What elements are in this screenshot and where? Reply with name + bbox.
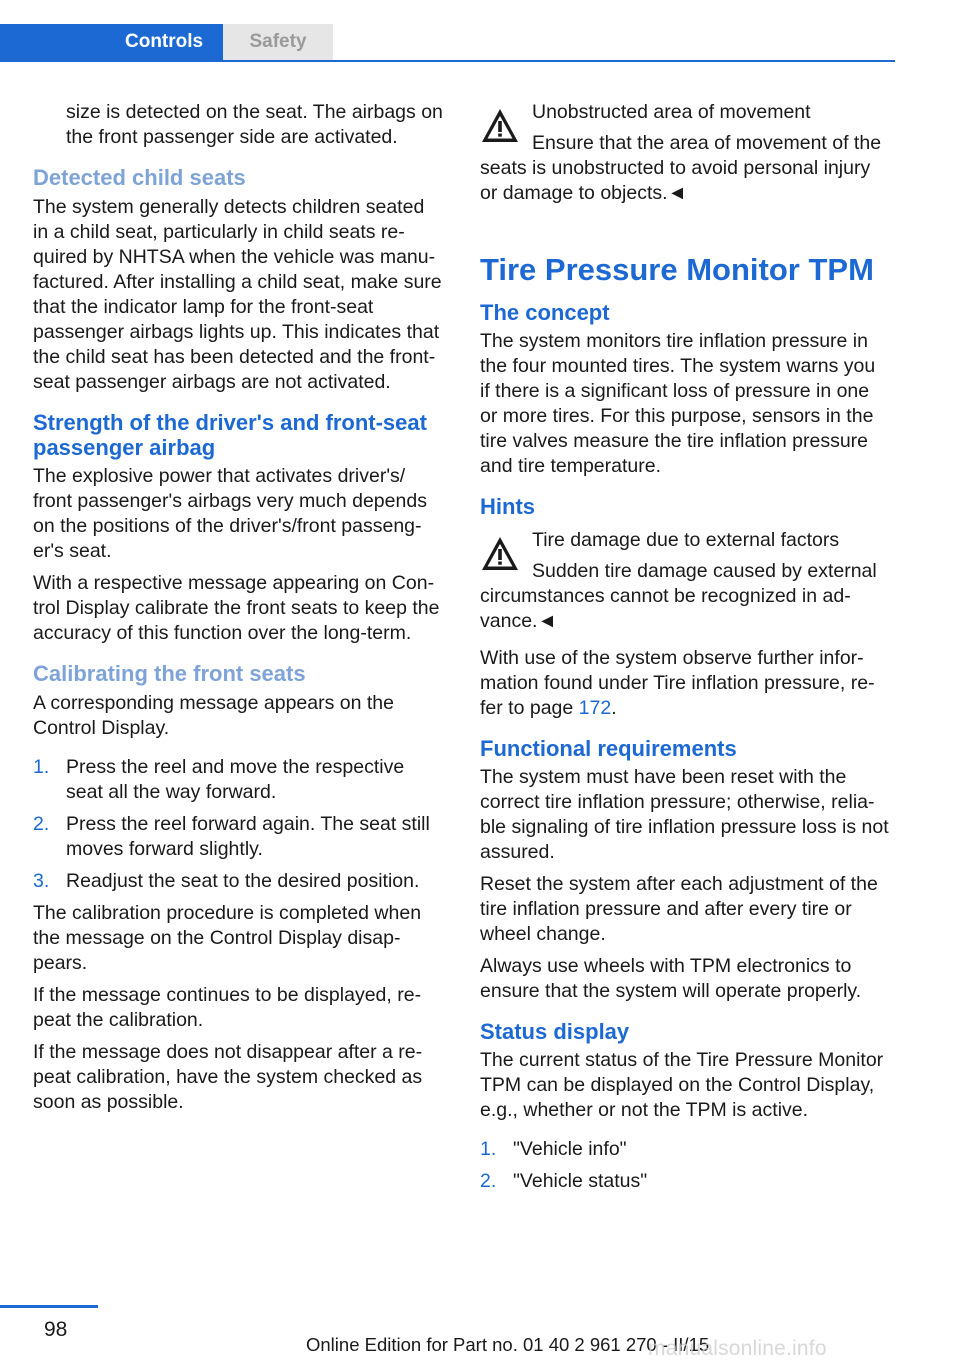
concept-paragraph: The system monitors tire inflation pressure in the four mounted tires. The system warns you if there is a significant loss of pressure in one or more tires. For this purpose, sensors in the tire valves measure the tire inflation pressure and tire temperature. <box>480 330 876 477</box>
right-column <box>480 100 890 1201</box>
intro-paragraph: size is detected on the seat. The airbags on the front passenger side are activated. <box>66 101 443 148</box>
warning-triangle-icon <box>480 534 520 574</box>
status-steps <box>480 1137 890 1194</box>
list-item <box>33 755 443 805</box>
tab-controls[interactable]: Controls <box>0 24 223 60</box>
calibrating-paragraph: A corresponding message appears on the Control Display. <box>33 692 394 739</box>
child-seats-paragraph: The system generally detects children seated in a child seat, particularly in child seats required by NHTSA when the vehicle was manufactured. After installing a child seat, make sure that the indicator lamp for the front-seat passenger airbags lights up. This indicates that the child seat has been detected and the front-seat passenger airbags are not activated. <box>33 196 442 393</box>
step-text: Press the reel forward again. The seat still moves forward slightly. <box>66 813 430 860</box>
step-number: 2. <box>480 1170 497 1192</box>
calibration-check-paragraph: If the message does not disappear after a repeat calibration, have the system checked as soon as possible. <box>33 1041 423 1113</box>
heading-status-display: Status display <box>480 1019 630 1044</box>
warning-title: Tire damage due to external factors <box>532 529 840 551</box>
page-number: 98 <box>44 1318 68 1341</box>
step-number: 2. <box>33 813 50 835</box>
step-number: 1. <box>33 756 50 778</box>
warning-body: Sudden tire damage caused by external circumstances cannot be recognized in advance.◄ <box>480 560 877 632</box>
list-item <box>480 1137 890 1162</box>
warning-body: Ensure that the area of movement of the seats is unobstructed to avoid personal injury or damage to objects.◄ <box>480 132 882 204</box>
heading-hints: Hints <box>480 494 535 519</box>
step-text: Readjust the seat to the desired position. <box>66 870 420 892</box>
calibration-steps <box>33 755 443 894</box>
warning-triangle-icon <box>480 106 520 146</box>
calibration-repeat-paragraph: If the message continues to be displayed, repeat the calibration. <box>33 984 422 1031</box>
list-item <box>33 869 443 894</box>
watermark: manualsonline.info <box>648 1337 827 1360</box>
warning-tire-damage <box>480 528 890 634</box>
edition-text: Online Edition for Part no. 01 40 2 961 270 - II/15 <box>306 1334 710 1355</box>
step-text: "Vehicle info" <box>513 1138 627 1160</box>
list-item <box>33 812 443 862</box>
step-text: Press the reel and move the respective seat all the way forward. <box>66 756 405 803</box>
functional-paragraph-1: The system must have been reset with the correct tire inflation pressure; otherwise, reliable signaling of tire inflation pressure loss is not assured. <box>480 766 889 863</box>
left-column <box>33 100 443 1122</box>
heading-airbag-strength: Strength of the driver's and front-seat passenger airbag <box>33 410 427 460</box>
step-text: "Vehicle status" <box>513 1170 648 1192</box>
step-number: 1. <box>480 1138 497 1160</box>
status-paragraph: The current status of the Tire Pressure Monitor TPM can be displayed on the Control Display, e.g., whether or not the TPM is active. <box>480 1049 884 1121</box>
step-number: 3. <box>33 870 50 892</box>
calibration-complete-paragraph: The calibration procedure is completed when the message on the Control Display disappears. <box>33 902 422 974</box>
functional-paragraph-2: Reset the system after each adjustment of the tire inflation pressure and after every tire or wheel change. <box>480 873 878 945</box>
heading-concept: The concept <box>480 300 610 325</box>
functional-paragraph-3: Always use wheels with TPM electronics to ensure that the system will operate properly. <box>480 955 862 1002</box>
hints-text-end: . <box>611 697 617 719</box>
warning-unobstructed-area <box>480 100 890 206</box>
page-link-172[interactable]: 172 <box>578 697 612 719</box>
heading-detected-child-seats: Detected child seats <box>33 165 246 190</box>
footer-rule <box>0 1305 98 1308</box>
hints-paragraph <box>480 646 890 721</box>
section-tabbar <box>0 24 895 62</box>
tab-safety[interactable]: Safety <box>223 24 333 60</box>
strength-paragraph-1: The explosive power that activates driver's/ front passenger's airbags very much depends on the positions of the driver's/front passenger's seat. <box>33 465 427 562</box>
heading-tpm: Tire Pressure Monitor TPM <box>480 252 874 287</box>
strength-paragraph-2: With a respective message appearing on Control Display calibrate the front seats to keep the accuracy of this function over the long-term. <box>33 572 440 644</box>
warning-title: Unobstructed area of movement <box>532 101 811 123</box>
heading-functional-requirements: Functional requirements <box>480 736 737 761</box>
heading-calibrating: Calibrating the front seats <box>33 661 306 686</box>
hints-text: With use of the system observe further information found under Tire inflation pressure, refer to page <box>480 647 875 719</box>
list-item <box>480 1169 890 1194</box>
